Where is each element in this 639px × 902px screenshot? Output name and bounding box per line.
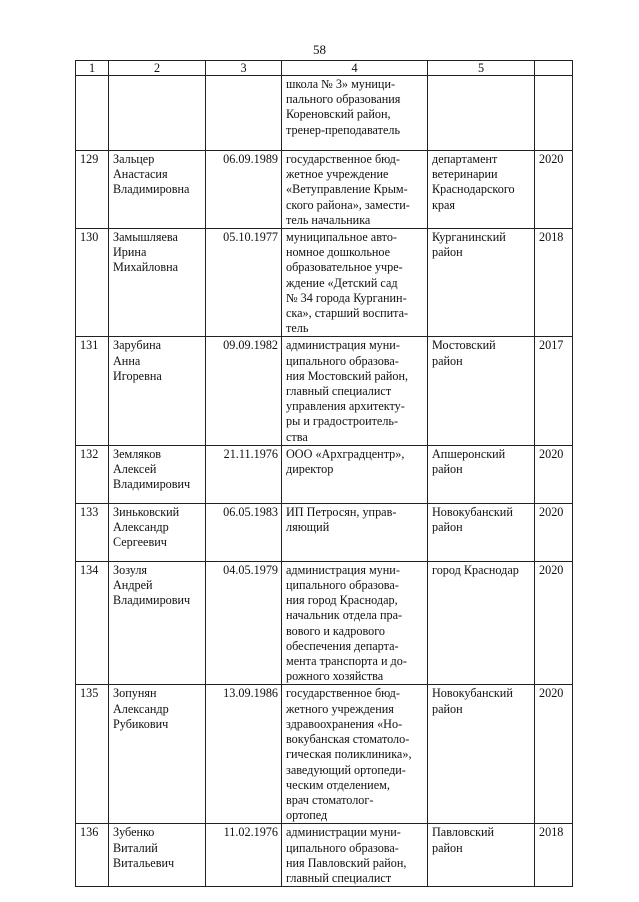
row-number-cell: 129: [76, 151, 109, 229]
organization-cell: муниципальное авто- номное дошкольное образовательное учре- ждение «Детский сад № 34 города Курганин- ска», старший воспита- тель: [282, 229, 428, 337]
organization-cell: государственное бюд- жетного учреждения здравоохранения «Но- вокубанская стоматоло- гическая поликлиника», заведующий ортопеди- ческим отделением, врач стоматолог- ортопед: [282, 685, 428, 824]
region-cell: город Краснодар: [428, 561, 535, 685]
region-cell: Новокубанский район: [428, 685, 535, 824]
region-cell: Апшеронский район: [428, 445, 535, 503]
birth-date-cell: 06.05.1983: [206, 503, 282, 561]
name-cell: Зубенко Виталий Витальевич: [109, 824, 206, 887]
region-cell: Курганинский район: [428, 229, 535, 337]
row-number-cell: 132: [76, 445, 109, 503]
birth-date-cell: 05.10.1977: [206, 229, 282, 337]
registry-table: [75, 60, 573, 887]
table-row: [76, 151, 573, 229]
region-cell: департамент ветеринарии Краснодарского края: [428, 151, 535, 229]
birth-date-cell: 13.09.1986: [206, 685, 282, 824]
column-number: [535, 61, 573, 76]
region-cell: Павловский район: [428, 824, 535, 887]
year-cell: [535, 76, 573, 151]
table-row: [76, 824, 573, 887]
year-cell: 2018: [535, 229, 573, 337]
birth-date-cell: 09.09.1982: [206, 337, 282, 445]
year-cell: 2020: [535, 445, 573, 503]
year-cell: 2020: [535, 503, 573, 561]
birth-date-cell: 06.09.1989: [206, 151, 282, 229]
organization-cell: школа № 3» муници- пального образования Кореновский район, тренер-преподаватель: [282, 76, 428, 151]
row-number-cell: 135: [76, 685, 109, 824]
year-cell: 2020: [535, 561, 573, 685]
row-number-cell: [76, 76, 109, 151]
row-number-cell: 130: [76, 229, 109, 337]
year-cell: 2020: [535, 151, 573, 229]
birth-date-cell: 04.05.1979: [206, 561, 282, 685]
column-number: 1: [76, 61, 109, 76]
organization-cell: ООО «Архградцентр», директор: [282, 445, 428, 503]
name-cell: Земляков Алексей Владимирович: [109, 445, 206, 503]
name-cell: Замышляева Ирина Михайловна: [109, 229, 206, 337]
name-cell: Зозуля Андрей Владимирович: [109, 561, 206, 685]
row-number-cell: 133: [76, 503, 109, 561]
birth-date-cell: [206, 76, 282, 151]
organization-cell: администрации муни- ципального образова- ния Павловский район, главный специалист: [282, 824, 428, 887]
table-row: [76, 685, 573, 824]
column-number: 4: [282, 61, 428, 76]
table-row: [76, 561, 573, 685]
birth-date-cell: 11.02.1976: [206, 824, 282, 887]
table-row: [76, 229, 573, 337]
continuation-row: [76, 76, 573, 151]
row-number-cell: 134: [76, 561, 109, 685]
organization-cell: ИП Петросян, управ- ляющий: [282, 503, 428, 561]
row-number-cell: 131: [76, 337, 109, 445]
table-row: [76, 503, 573, 561]
year-cell: 2017: [535, 337, 573, 445]
row-number-cell: 136: [76, 824, 109, 887]
column-number: 3: [206, 61, 282, 76]
birth-date-cell: 21.11.1976: [206, 445, 282, 503]
column-number: 2: [109, 61, 206, 76]
name-cell: Зопунян Александр Рубикович: [109, 685, 206, 824]
region-cell: Мостовский район: [428, 337, 535, 445]
table-row: [76, 337, 573, 445]
table-row: [76, 445, 573, 503]
name-cell: Зарубина Анна Игоревна: [109, 337, 206, 445]
organization-cell: государственное бюд- жетное учреждение «Ветуправление Крым- ского района», замести- тель начальника: [282, 151, 428, 229]
page-number: 58: [313, 42, 326, 57]
region-cell: Новокубанский район: [428, 503, 535, 561]
name-cell: Зиньковский Александр Сергеевич: [109, 503, 206, 561]
organization-cell: администрация муни- ципального образова- ния город Краснодар, начальник отдела пра- вового и кадрового обеспечения департа- мента транспорта и до- рожного хозяйства: [282, 561, 428, 685]
column-number: 5: [428, 61, 535, 76]
name-cell: [109, 76, 206, 151]
organization-cell: администрация муни- ципального образова- ния Мостовский район, главный специалист управления архитекту- ры и градостроитель- ства: [282, 337, 428, 445]
year-cell: 2018: [535, 824, 573, 887]
column-number-row: [76, 61, 573, 76]
name-cell: Зальцер Анастасия Владимировна: [109, 151, 206, 229]
year-cell: 2020: [535, 685, 573, 824]
region-cell: [428, 76, 535, 151]
